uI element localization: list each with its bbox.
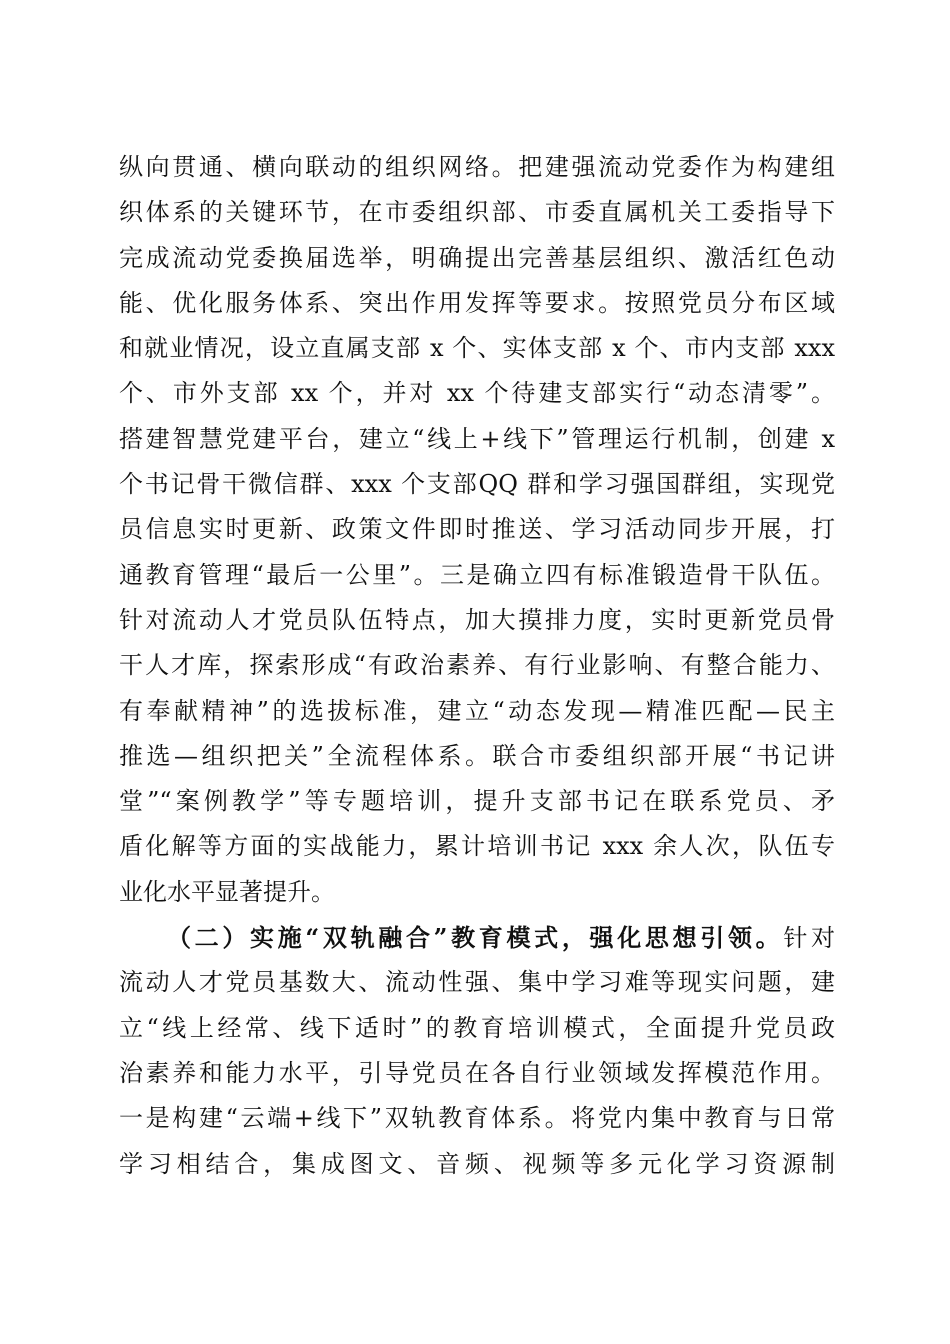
text-line: 个书记骨干微信群、xxx 个支部QQ 群和学习强国群组，实现党 [119, 470, 835, 499]
paragraph-2 [119, 915, 835, 1187]
text-line: 有奉献精神”的选拔标准，建立“动态发现—精准匹配—民主 [119, 696, 835, 725]
section-heading-line [119, 915, 835, 960]
text-line: 堂”“案例教学”等专题培训，提升支部书记在联系党员、矛 [119, 787, 835, 816]
section-heading: （二）实施“双轨融合”教育模式，强化思想引领。 [167, 923, 784, 953]
text-line: 和就业情况，设立直属支部 x 个、实体支部 x 个、市内支部 xxx [119, 334, 835, 363]
text-line: 针对流动人才党员队伍特点，加大摸排力度，实时更新党员骨 [119, 605, 835, 634]
text-line: 织体系的关键环节，在市委组织部、市委直属机关工委指导下 [119, 198, 835, 227]
text-line: 员信息实时更新、政策文件即时推送、学习活动同步开展，打 [119, 515, 835, 544]
text-line: 个、市外支部 xx 个，并对 xx 个待建支部实行“动态清零”。 [119, 379, 835, 408]
text-line: 推选—组织把关”全流程体系。联合市委组织部开展“书记讲 [119, 741, 835, 770]
text-line: 一是构建“云端+线下”双轨教育体系。将党内集中教育与日常 [119, 1104, 835, 1133]
text-line: 学习相结合，集成图文、音频、视频等多元化学习资源制 [119, 1149, 835, 1178]
text-line: 业化水平显著提升。 [119, 877, 335, 906]
text-line: 盾化解等方面的实战能力，累计培训书记 xxx 余人次，队伍专 [119, 832, 835, 861]
text-line: 完成流动党委换届选举，明确提出完善基层组织、激活红色动 [119, 243, 835, 272]
text-line: 立“线上经常、线下适时”的教育培训模式，全面提升党员政 [119, 1013, 835, 1042]
text-line: 干人才库，探索形成“有政治素养、有行业影响、有整合能力、 [119, 651, 835, 680]
paragraph-1 [119, 145, 835, 915]
text-line: 能、优化服务体系、突出作用发挥等要求。按照党员分布区域 [119, 288, 835, 317]
text-line: 通教育管理“最后一公里”。三是确立四有标准锻造骨干队伍。 [119, 560, 835, 589]
text-line: 搭建智慧党建平台，建立“线上+线下”管理运行机制，创建 x [119, 424, 835, 453]
heading-tail-text: 针对 [783, 924, 836, 953]
text-line: 流动人才党员基数大、流动性强、集中学习难等现实问题，建 [119, 968, 835, 997]
body-text [119, 145, 835, 1187]
text-line: 治素养和能力水平，引导党员在各自行业领域发挥模范作用。 [119, 1058, 835, 1087]
text-line: 纵向贯通、横向联动的组织网络。把建强流动党委作为构建组 [119, 153, 835, 181]
